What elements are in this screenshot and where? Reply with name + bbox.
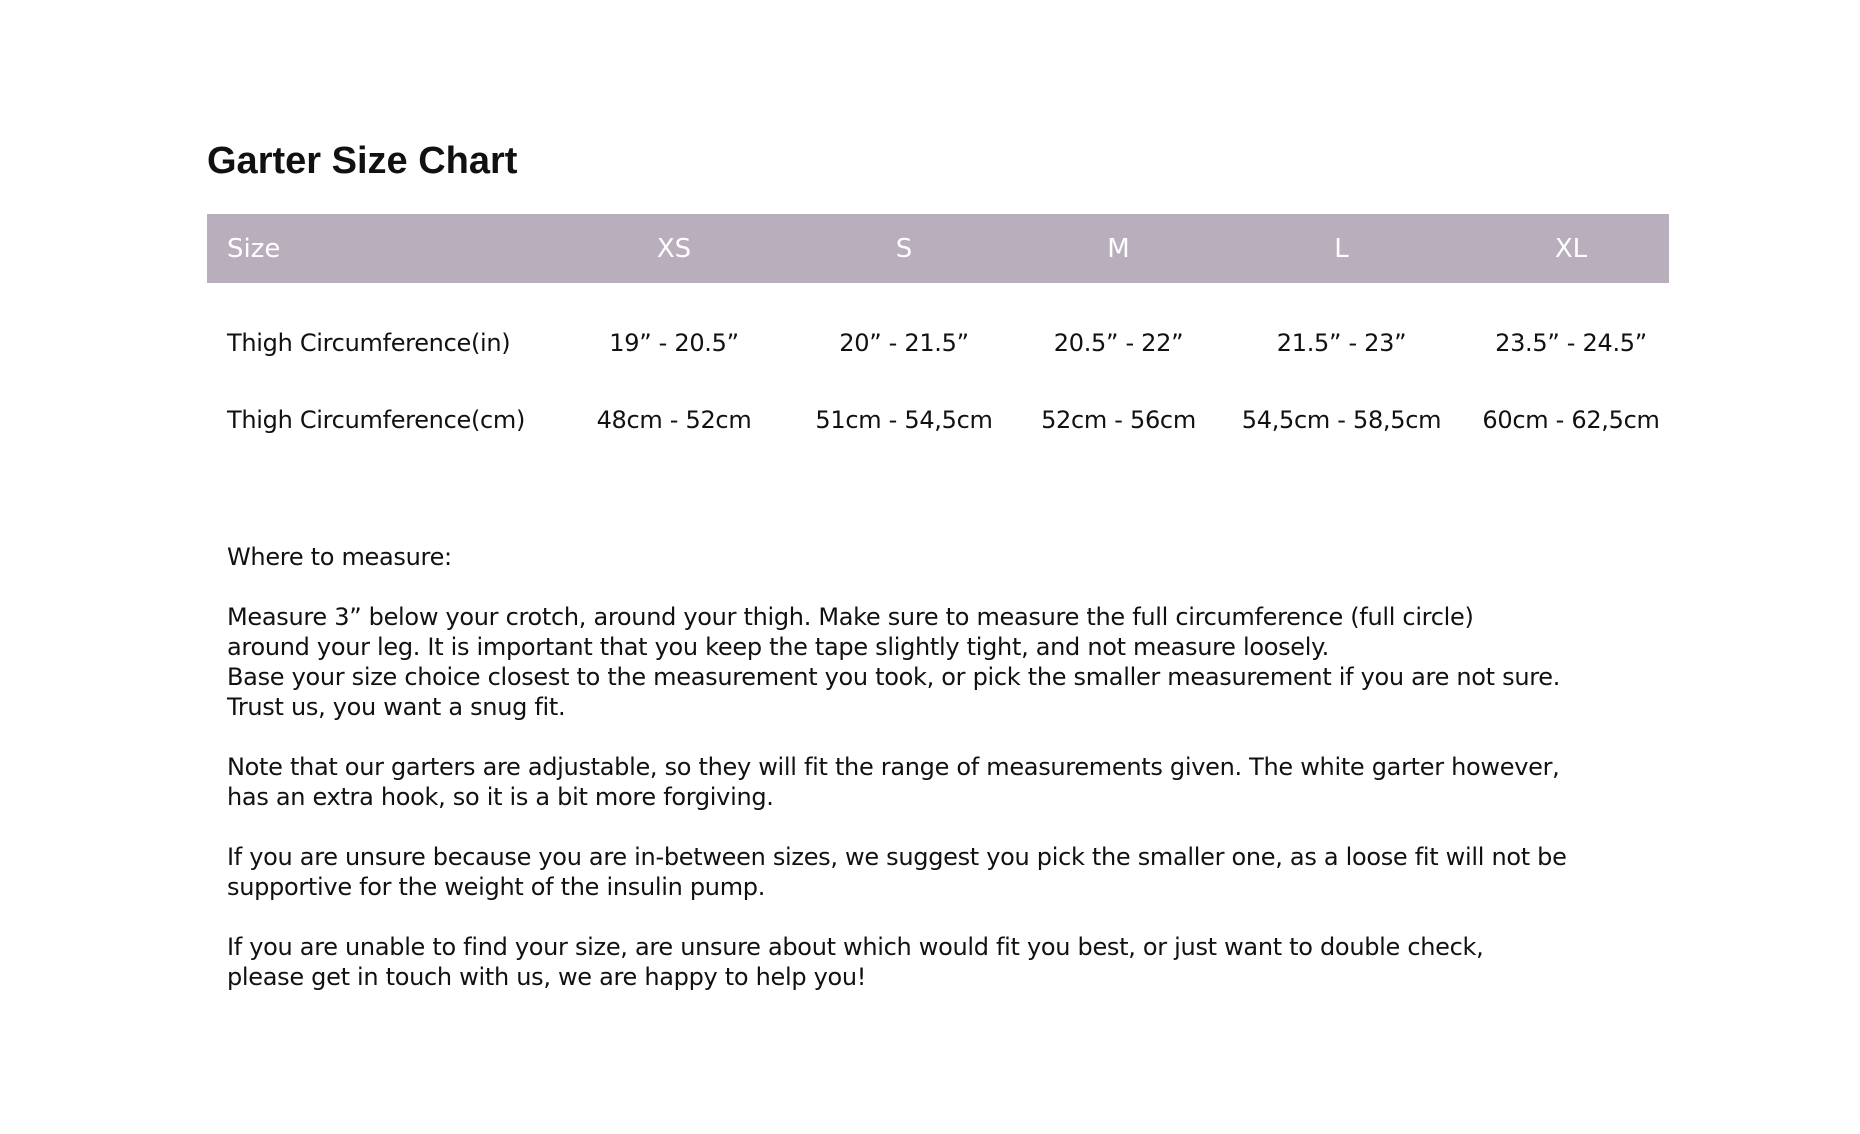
table-cell: 52cm - 56cm [1041, 406, 1196, 434]
table-row [207, 283, 1669, 396]
table-cell: 51cm - 54,5cm [815, 406, 993, 434]
text-line: If you are unable to find your size, are unsure about which would fit you best, or just want to double check, [227, 933, 1484, 961]
notes-paragraph-contact [227, 932, 1627, 992]
text-line: Trust us, you want a snug fit. [227, 693, 566, 721]
row-label: Thigh Circumference(cm) [227, 406, 526, 434]
table-cell: 48cm - 52cm [596, 406, 752, 434]
notes-paragraph-measure [227, 602, 1627, 722]
notes-paragraph-adjustable [227, 752, 1627, 812]
page-title: Garter Size Chart [207, 140, 518, 182]
text-line: Measure 3” below your crotch, around your thigh. Make sure to measure the full circumference (full circle) [227, 603, 1474, 631]
header-xs: XS [567, 214, 781, 283]
row-label: Thigh Circumference(in) [227, 328, 511, 357]
text-line: around your leg. It is important that you keep the tape slightly tight, and not measure loosely. [227, 633, 1329, 661]
notes-paragraph-in-between [227, 842, 1627, 902]
text-line: If you are unsure because you are in-between sizes, we suggest you pick the smaller one, as a loose fit will not be [227, 843, 1567, 871]
text-line: supportive for the weight of the insulin pump. [227, 873, 766, 901]
header-xl: XL [1473, 214, 1669, 283]
header-m: M [1027, 214, 1210, 283]
header-s: S [781, 214, 1027, 283]
text-line: Note that our garters are adjustable, so they will fit the range of measurements given. The white garter however, [227, 753, 1560, 781]
text-line: Base your size choice closest to the measurement you took, or pick the smaller measurement if you are not sure. [227, 663, 1561, 691]
table-cell: 19” - 20.5” [609, 328, 739, 357]
table-cell: 20” - 21.5” [839, 328, 969, 357]
notes-heading: Where to measure: [227, 543, 452, 571]
table-cell: 20.5” - 22” [1053, 328, 1184, 357]
measuring-notes [227, 542, 1627, 1022]
size-chart-table [207, 214, 1669, 444]
table-cell: 60cm - 62,5cm [1482, 406, 1660, 434]
table-row [207, 396, 1669, 444]
header-l: L [1210, 214, 1473, 283]
table-cell: 23.5” - 24.5” [1495, 328, 1647, 357]
text-line: has an extra hook, so it is a bit more forgiving. [227, 783, 774, 811]
table-header-row [207, 214, 1669, 283]
header-size: Size [207, 214, 567, 283]
table-cell: 21.5” - 23” [1276, 328, 1407, 357]
table-cell: 54,5cm - 58,5cm [1241, 406, 1442, 434]
text-line: please get in touch with us, we are happy to help you! [227, 963, 867, 991]
